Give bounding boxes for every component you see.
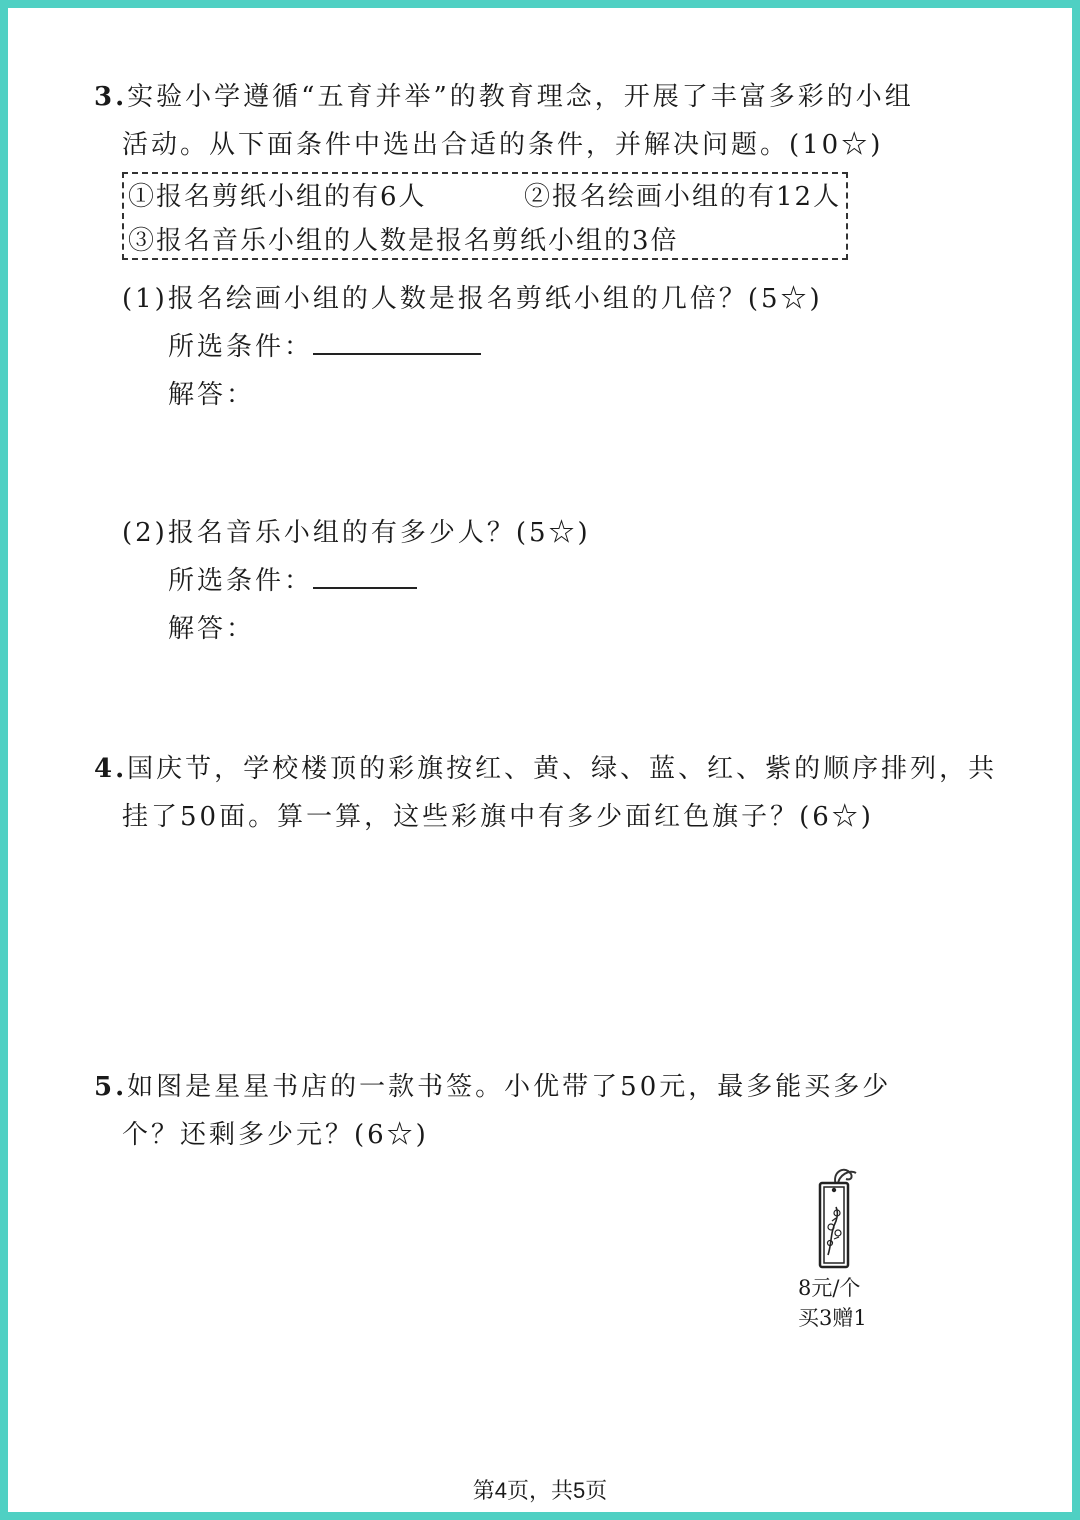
q3-text1: 实验小学遵循“五育并举”的教育理念，开展了丰富多彩的小组	[127, 82, 914, 112]
q4-number: 4.	[94, 754, 128, 784]
q3-sub1-condition-blank[interactable]	[313, 331, 481, 355]
bookmark-offer: 买3赠1	[798, 1306, 867, 1330]
condition-3: ③报名音乐小组的人数是报名剪纸小组的3倍	[128, 226, 679, 256]
q3-number: 3.	[94, 82, 128, 112]
q3-sub2-condition-label: 所选条件：	[168, 566, 314, 596]
q3-sub2-condition-row	[168, 564, 417, 598]
q3-sub1-question: (1)报名绘画小组的人数是报名剪纸小组的几倍？(5☆)	[122, 284, 823, 314]
q4-line1	[94, 752, 997, 786]
q5-number: 5.	[94, 1072, 128, 1102]
page-footer: 第4页，共5页	[472, 1478, 608, 1503]
bookmark-price: 8元/个	[798, 1276, 861, 1300]
condition-1: ①报名剪纸小组的有6人	[128, 182, 427, 212]
q3-sub1-condition-row	[168, 330, 481, 364]
q4-text1: 国庆节，学校楼顶的彩旗按红、黄、绿、蓝、红、紫的顺序排列，共	[127, 754, 998, 784]
q5-text1: 如图是星星书店的一款书签。小优带了50元，最多能买多少	[127, 1072, 892, 1102]
q3-line1	[94, 80, 914, 114]
condition-2: ②报名绘画小组的有12人	[524, 182, 842, 212]
q3-sub2-answer-label: 解答：	[168, 614, 256, 644]
q5-line1	[94, 1070, 891, 1104]
q3-line2: 活动。从下面条件中选出合适的条件，并解决问题。(10☆)	[122, 130, 884, 160]
q5-line2: 个？还剩多少元？(6☆)	[122, 1120, 429, 1150]
conditions-box	[122, 172, 848, 260]
q3-sub1-condition-label: 所选条件：	[168, 332, 314, 362]
bookmark-illustration	[808, 1163, 868, 1273]
q3-sub2-question: (2)报名音乐小组的有多少人？(5☆)	[122, 518, 591, 548]
q4-line2: 挂了50面。算一算，这些彩旗中有多少面红色旗子？(6☆)	[122, 802, 874, 832]
q3-sub2-condition-blank[interactable]	[313, 565, 417, 589]
q3-sub1-answer-label: 解答：	[168, 380, 256, 410]
worksheet-page	[8, 8, 1072, 1512]
